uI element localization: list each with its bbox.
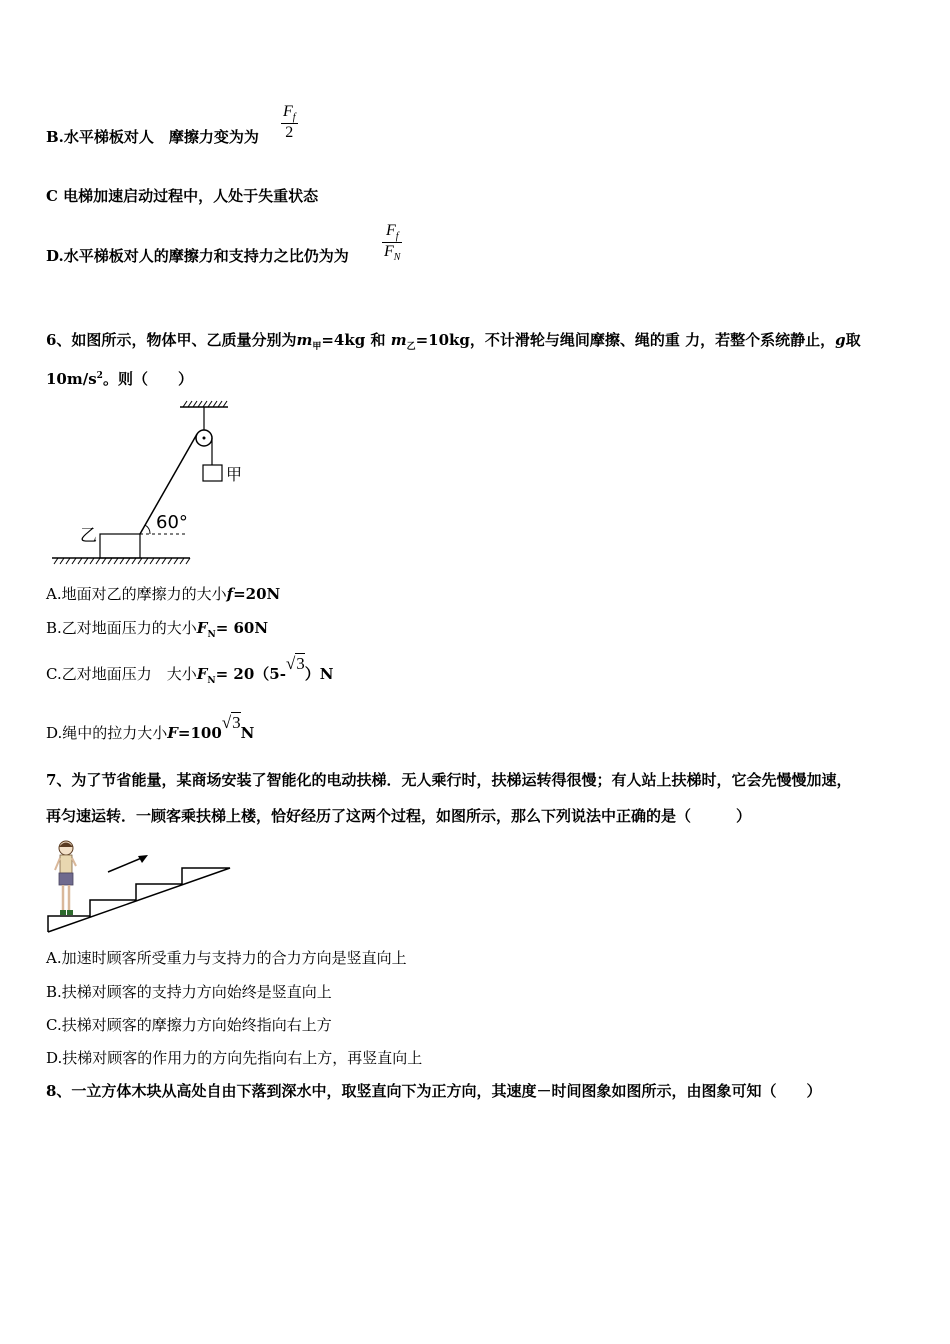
q6-stem-line2	[46, 366, 193, 389]
gravity-symbol: g	[835, 331, 846, 349]
q6-stem-b: 取	[845, 331, 861, 349]
q6-option-c-value: = 20（5-	[215, 665, 286, 683]
mass-yi-sub: 乙	[406, 342, 416, 352]
q6-option-a	[46, 584, 280, 604]
q6-g-value: 10m/s	[46, 370, 97, 388]
q7-option-a: A.加速时顾客所受重力与支持力的合力方向是竖直向上	[46, 949, 407, 967]
mass-jia-value: =4kg 和	[321, 331, 386, 349]
q5-option-b-text: B.水平梯板对人 摩擦力变为为	[46, 128, 259, 146]
frac-numerator: F	[283, 103, 293, 120]
mass-symbol: m	[296, 331, 313, 349]
mass-symbol: m	[390, 331, 407, 349]
ground-hatch	[54, 558, 190, 564]
q6-option-b	[46, 618, 268, 645]
q6-option-b-text: B.乙对地面压力的大小	[46, 619, 197, 637]
q6-option-c	[46, 654, 334, 691]
motion-arrow-shaft	[108, 857, 144, 872]
q7-stem-line2: 再匀速运转．一顾客乘扶梯上楼，恰好经历了这两个过程，如图所示，那么下列说法中正确的是（ ）	[46, 807, 752, 825]
q5-option-b-fraction	[281, 103, 298, 142]
force-sub: N	[207, 676, 216, 686]
q6-option-a-value: =20N	[233, 585, 281, 603]
q7-option-d: D.扶梯对顾客的作用力的方向先指向右上方，再竖直向上	[46, 1049, 423, 1067]
force-sub: N	[207, 630, 216, 640]
q5-option-d	[46, 246, 349, 266]
force-symbol: F	[196, 665, 208, 683]
customer-figure	[55, 841, 76, 915]
mass-jia-sub: 甲	[312, 342, 322, 352]
q6-stem-line1	[46, 330, 861, 357]
force-symbol: F	[167, 724, 178, 742]
pulley-axle	[203, 437, 206, 440]
friction-symbol: f	[226, 585, 234, 603]
q6-option-b-value: = 60N	[215, 619, 269, 637]
force-symbol: F	[196, 619, 208, 637]
angle-label: 60°	[156, 512, 188, 533]
frac-denominator: 2	[281, 123, 298, 142]
q5-option-d-fraction	[382, 222, 402, 263]
q6-option-d-text: D.绳中的拉力大小	[46, 724, 168, 742]
mass-yi-value: =10kg，不计滑轮与绳间摩擦、绳的重 力，若整个系统静止，	[415, 331, 836, 349]
q6-stem-a: 6、如图所示，物体甲、乙质量分别为	[46, 331, 297, 349]
q7-escalator-figure	[44, 838, 240, 936]
q8-stem-line1: 8、一立方体木块从高处自由下落到深水中，取竖直向下为正方向，其速度－时间图象如图所示，由图象可知（ ）	[46, 1082, 822, 1100]
sqrt-radicand: 3	[232, 713, 241, 732]
frac-denominator-sub: N	[393, 252, 401, 264]
label-yi: 乙	[80, 526, 97, 546]
frac-numerator: F	[385, 222, 396, 239]
block-jia	[203, 465, 222, 481]
q6-pulley-figure	[46, 398, 256, 570]
q6-option-d	[46, 713, 255, 743]
label-jia: 甲	[226, 465, 243, 484]
frac-numerator-sub: f	[292, 112, 296, 124]
block-yi	[100, 534, 140, 558]
q7-stem-line1: 7、为了节省能量，某商场安装了智能化的电动扶梯．无人乘行时，扶梯运转得很慢；有人站上扶梯时，它会先慢慢加速，	[46, 771, 852, 789]
frac-numerator-sub: f	[395, 231, 399, 243]
q6-stem-end: 。则（ ）	[102, 370, 193, 388]
escalator-steps	[48, 868, 230, 932]
q6-option-c-text: C.乙对地面压力 大小	[46, 665, 197, 683]
angle-arc	[145, 525, 150, 534]
q5-option-b	[46, 127, 259, 147]
q6-option-d-value: =100	[177, 724, 222, 742]
q5-option-c: C 电梯加速启动过程中，人处于失重状态	[46, 187, 319, 205]
q6-option-a-text: A.地面对乙的摩擦力的大小	[46, 585, 227, 603]
sqrt-radicand: 3	[296, 654, 305, 673]
q5-option-d-text: D.水平梯板对人的摩擦力和支持力之比仍为为	[46, 247, 349, 265]
q7-option-b: B.扶梯对顾客的支持力方向始终是竖直向上	[46, 983, 332, 1001]
ceiling-hatch	[183, 401, 227, 407]
q6-g-exponent: 2	[96, 371, 103, 381]
q6-option-d-end: N	[240, 724, 255, 742]
q7-option-c: C.扶梯对顾客的摩擦力方向始终指向右上方	[46, 1016, 332, 1034]
sqrt-symbol: √3	[221, 713, 241, 732]
sqrt-symbol: √3	[285, 654, 305, 673]
frac-denominator: F	[384, 243, 394, 261]
q6-option-c-end: ）N	[304, 665, 334, 683]
